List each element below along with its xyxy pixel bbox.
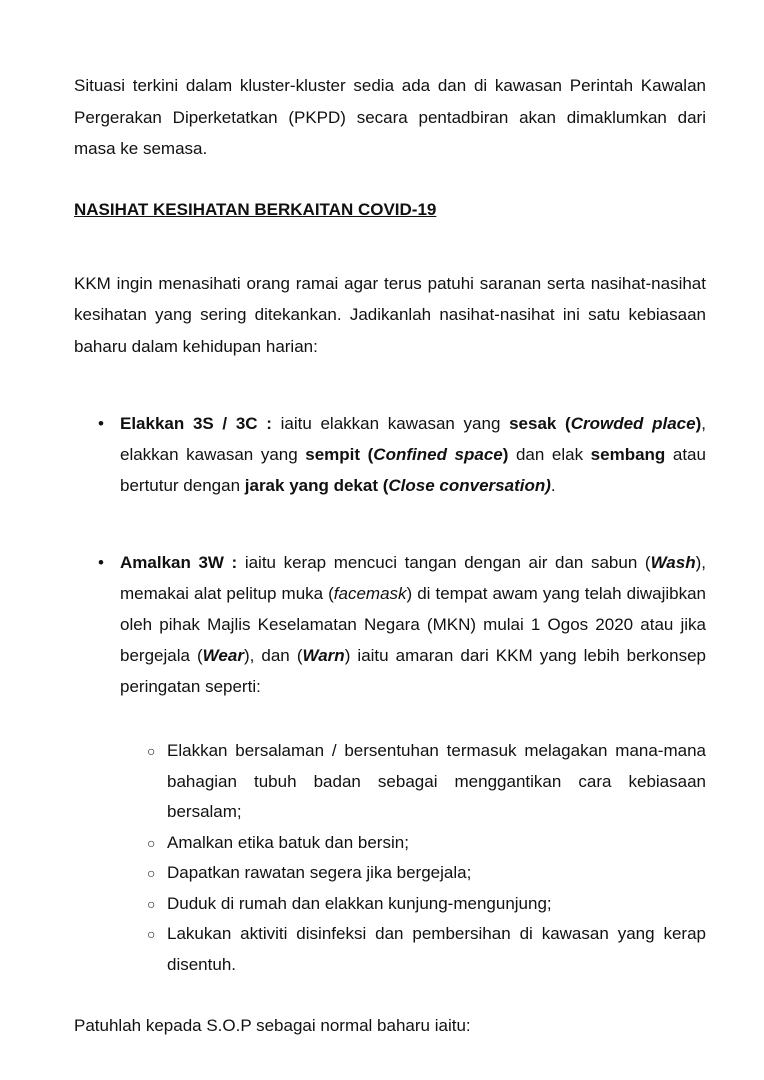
list-item: ○ Duduk di rumah dan elakkan kunjung-mengunjung; [167,889,706,920]
bullet-marker: • [98,414,104,433]
closing-paragraph: Patuhlah kepada S.O.P sebagai normal baharu iaitu: [74,1016,471,1035]
circle-bullet-icon: ○ [147,743,156,759]
circle-bullet-icon: ○ [147,834,156,851]
bullet-label: Amalkan 3W : [120,553,238,572]
bullet-marker: • [98,553,104,572]
bullet-label: Elakkan 3S / 3C : [120,414,272,433]
intro-paragraph: Situasi terkini dalam kluster-kluster sedia ada dan di kawasan Perintah Kawalan Pergerakan Diperketatkan (PKPD) secara pentadbiran akan dimaklumkan dari masa ke semasa. [74,76,706,158]
document-page [74,70,706,1042]
list-item: ○ Lakukan aktiviti disinfeksi dan pembersihan di kawasan yang kerap disentuh. [167,919,706,980]
bullet-3w: • Amalkan 3W : iaitu kerap mencuci tangan dengan air dan sabun (Wash), memakai alat pelitup muka (facemask) di tempat awam yang telah diwajibkan oleh pihak Majlis Keselamatan Negara (MKN) mulai 1 Ogos 2020 atau jika bergejala (Wear), dan (Warn) iaitu amaran dari KKM yang lebih berkonsep peringatan seperti: [120,547,706,702]
list-item: ○ Dapatkan rawatan segera jika bergejala; [167,858,706,889]
bullet-3s-3c: • Elakkan 3S / 3C : iaitu elakkan kawasan yang sesak (Crowded place), elakkan kawasan yang sempit (Confined space) dan elak sembang atau bertutur dengan jarak yang dekat (Close conversation). [120,408,706,501]
circle-bullet-icon: ○ [147,895,156,912]
circle-bullet-icon: ○ [147,926,156,942]
sub-list [74,736,706,980]
section-heading: NASIHAT KESIHATAN BERKAITAN COVID-19 [74,199,437,219]
advice-paragraph: KKM ingin menasihati orang ramai agar terus patuhi saranan serta nasihat-nasihat kesihatan yang sering ditekankan. Jadikanlah nasihat-nasihat ini satu kebiasaan baharu dalam kehidupan harian: [74,273,706,356]
list-item: ○ Amalkan etika batuk dan bersin; [167,828,706,859]
circle-bullet-icon: ○ [147,865,156,881]
list-item: ○ Elakkan bersalaman / bersentuhan termasuk melagakan mana-mana bahagian tubuh badan sebagai menggantikan cara kebiasaan bersalam; [167,736,706,828]
